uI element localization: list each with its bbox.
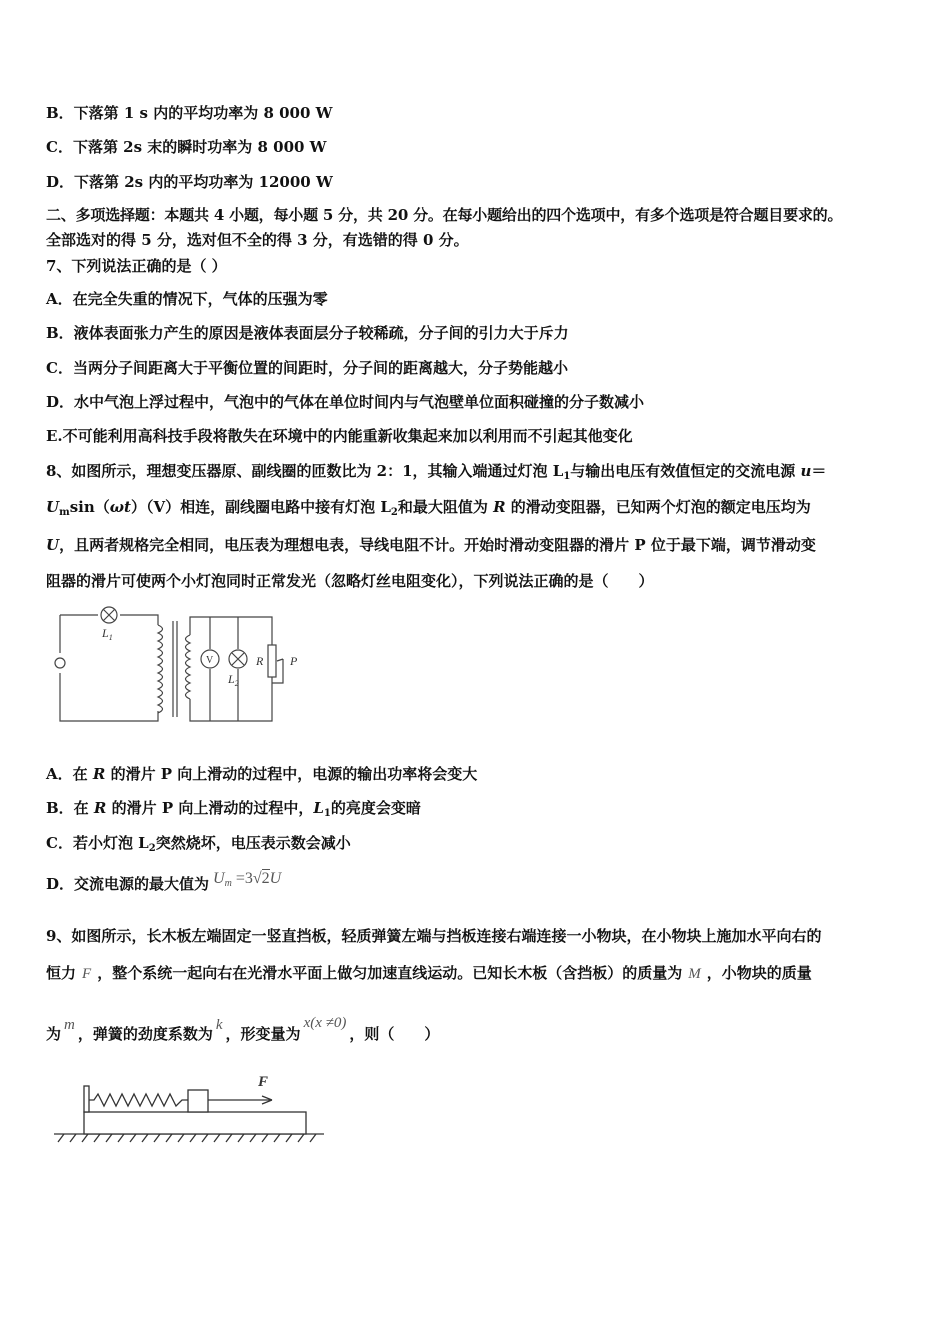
- q8-option-d: D．交流电源的最大值为 $U_m =3√2U$: [46, 870, 282, 893]
- q6-option-b: B．下落第 1 s 内的平均功率为 8 000 W: [46, 104, 333, 122]
- long-board: [84, 1112, 306, 1134]
- q7-option-b: B．液体表面张力产生的原因是液体表面层分子较稀疏，分子间的引力大于斥力: [46, 324, 569, 342]
- q7-option-c: C．当两分子间距离大于平衡位置的间距时，分子间的距离越大，分子势能越小: [46, 359, 568, 377]
- q6-option-c: C．下落第 2s 末的瞬时功率为 8 000 W: [46, 138, 327, 156]
- max-voltage-formula: $U_m =3√2U$: [213, 870, 282, 889]
- label-f: F: [258, 1074, 269, 1090]
- q8-stem-line4: 阻器的滑片可使两个小灯泡同时正常发光（忽略灯丝电阻变化），下列说法正确的是（ ）: [46, 572, 654, 590]
- label-l1: $L_1$: [102, 626, 113, 642]
- small-block: [188, 1090, 208, 1112]
- q8-stem-line2: $U_m\sin(\omega t)(V)$相连，副线圈电路中接有灯泡 $L_2$和最大阻值为 R 的滑动变阻器，已知两个灯泡的额定电压均为: [46, 498, 811, 518]
- label-v: V: [206, 655, 214, 666]
- q8-option-c: C．若小灯泡 $L_2$突然烧坏，电压表示数会减小: [46, 834, 351, 854]
- q7-stem: 7、下列说法正确的是（ ）: [46, 257, 227, 275]
- q9-stem-line1: 9、如图所示，长木板左端固定一竖直挡板，轻质弹簧左端与挡板连接右端连接一小物块，在小物块上施加水平向右的: [46, 927, 822, 945]
- q8-circuit-diagram: [50, 605, 320, 730]
- q7-option-e: E.不可能利用高科技手段将散失在环境中的内能重新收集起来加以利用而不引起其他变化: [46, 427, 633, 445]
- q6-option-d: D．下落第 2s 内的平均功率为 12000 W: [46, 173, 333, 191]
- spring: [89, 1094, 188, 1106]
- label-l2: $L_2$: [228, 672, 239, 688]
- q7-option-a: A．在完全失重的情况下，气体的压强为零: [46, 290, 328, 308]
- baffle: [84, 1086, 89, 1112]
- q8-option-a: A．在 R 的滑片 P 向上滑动的过程中，电源的输出功率将会变大: [46, 765, 478, 783]
- label-r: R: [256, 654, 264, 668]
- q9-board-spring-diagram: [50, 1068, 330, 1150]
- label-p: P: [290, 654, 298, 668]
- q8-stem-line3: U，且两者规格完全相同，电压表为理想电表，导线电阻不计。开始时滑动变阻器的滑片 P 位于最下端，调节滑动变: [46, 536, 816, 554]
- q8-option-b: B．在 R 的滑片 P 向上滑动的过程中，$L_1$的亮度会变暗: [46, 799, 421, 819]
- section2-instructions-line1: 二、多项选择题：本题共 4 小题，每小题 5 分，共 20 分。在每小题给出的四个选项中，有多个选项是符合题目要求的。: [46, 206, 843, 224]
- rheostat-icon: [268, 645, 276, 677]
- section2-instructions-line2: 全部选对的得 5 分，选对但不全的得 3 分，有选错的得 0 分。: [46, 231, 469, 249]
- q9-stem-line3: 为 m ，弹簧的劲度系数为 k ，形变量为x(x ≠0)，则（ ）: [46, 1015, 440, 1043]
- ac-source-icon: [55, 658, 65, 668]
- q7-option-d: D．水中气泡上浮过程中，气泡中的气体在单位时间内与气泡壁单位面积碰撞的分子数减小: [46, 393, 645, 411]
- q9-stem-line2: 恒力 F ，整个系统一起向右在光滑水平面上做匀加速直线运动。已知长木板（含挡板）的质量为 M ，小物块的质量: [46, 964, 812, 982]
- q8-stem-line1: 8、如图所示，理想变压器原、副线圈的匝数比为 2：1，其输入端通过灯泡 $L_1$与输出电压有效值恒定的交流电源 u＝: [46, 462, 827, 482]
